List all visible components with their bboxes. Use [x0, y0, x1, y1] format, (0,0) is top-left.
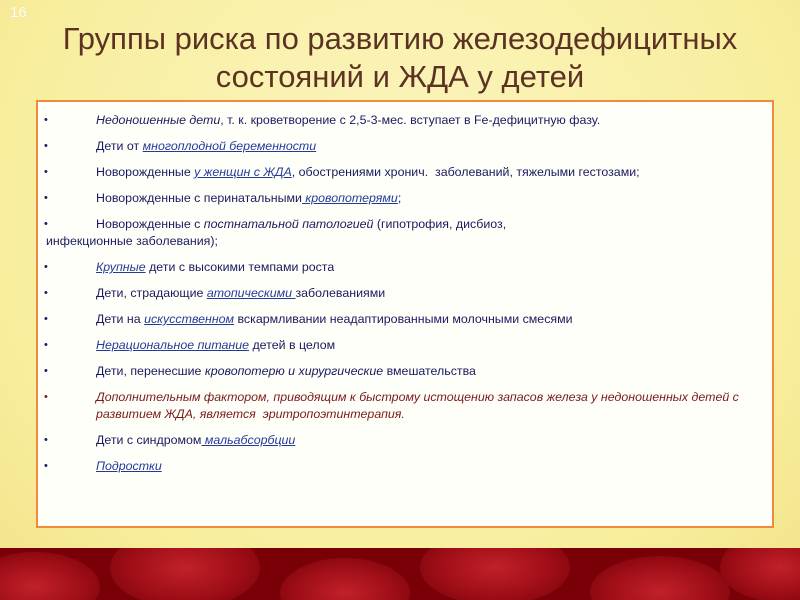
item-text: кровопотерю и хирургические [204, 364, 384, 378]
risk-group-item [38, 311, 772, 328]
item-text: Дети с синдромом [96, 433, 202, 447]
red-blood-cell [110, 548, 260, 600]
item-text: вмешательства [383, 364, 476, 378]
red-blood-cell [280, 558, 410, 600]
bullet-icon: • [44, 218, 48, 230]
title-line-2: состояний и ЖДА у детей [215, 59, 585, 94]
bullet-icon: • [44, 434, 48, 446]
red-blood-cell [420, 548, 570, 600]
risk-group-item [38, 285, 772, 302]
underlined-term: Подростки [96, 459, 162, 473]
bullet-icon: • [44, 114, 48, 126]
item-text: Новорожденные с [96, 217, 204, 231]
risk-group-item [38, 337, 772, 354]
underlined-term: Нерациональное питание [96, 338, 249, 352]
risk-group-item [38, 138, 772, 155]
item-text: дети с высокими темпами роста [145, 260, 335, 274]
bullet-icon: • [44, 192, 48, 204]
bullet-icon: • [44, 140, 48, 152]
risk-groups-list [38, 102, 772, 475]
slide-title [40, 20, 760, 96]
title-line-1: Группы риска по развитию железодефицитных [62, 21, 738, 56]
item-text: (гипотрофия, дисбиоз, [373, 217, 507, 231]
underlined-term: мальабсорбции [201, 433, 296, 447]
item-text: детей в целом [249, 338, 336, 352]
slide-number: 16 [10, 4, 27, 21]
underlined-term: искусственном [144, 312, 235, 326]
bullet-icon: • [44, 287, 48, 299]
item-text: заболеваниями [295, 286, 386, 300]
item-text: постнатальной патологией [203, 217, 374, 231]
bullet-icon: • [44, 339, 48, 351]
risk-group-item [38, 164, 772, 181]
item-text: , обострениями хронич. заболеваний, тяжелыми гестозами; [291, 165, 640, 179]
bullet-icon: • [44, 261, 48, 273]
risk-group-item [38, 389, 772, 423]
item-text: Новорожденные с перинатальными [96, 191, 302, 205]
bullet-icon: • [44, 391, 48, 403]
blood-cells-footer-image [0, 548, 800, 600]
item-text: Недоношенные дети [96, 113, 221, 127]
bullet-icon: • [44, 166, 48, 178]
item-text-continuation: инфекционные заболевания); [46, 234, 218, 248]
item-text: вскармливании неадаптированными молочными смесями [234, 312, 573, 326]
red-blood-cell [590, 556, 730, 600]
item-text: Дети от [96, 139, 143, 153]
underlined-term: атопическими [206, 286, 296, 300]
red-blood-cell [0, 552, 100, 600]
bullet-icon: • [44, 313, 48, 325]
item-text: ; [397, 191, 402, 205]
item-text: Дети, страдающие [96, 286, 207, 300]
underlined-term: Крупные [96, 260, 146, 274]
underlined-term: многоплодной беременности [142, 139, 317, 153]
item-text: Дети, перенесшие [96, 364, 205, 378]
red-blood-cell [720, 548, 800, 600]
risk-group-item [38, 112, 772, 129]
underlined-term: кровопотерями [301, 191, 398, 205]
risk-group-item [38, 432, 772, 449]
bullet-icon: • [44, 460, 48, 472]
bullet-icon: • [44, 365, 48, 377]
risk-group-item [38, 259, 772, 276]
risk-groups-box [36, 100, 774, 528]
item-text: , т. к. кроветворение с 2,5-3-мес. вступает в Fe-дефицитную фазу. [220, 113, 601, 127]
risk-group-item [38, 190, 772, 207]
risk-group-item [38, 458, 772, 475]
item-text: Дополнительным фактором, приводящим к быстрому истощению запасов железа у недоношенных детей с развитием ЖДА, является эритропоэтинтерапия. [96, 390, 743, 421]
item-text: Новорожденные [96, 165, 195, 179]
underlined-term: у женщин с ЖДА [194, 165, 292, 179]
item-text: Дети на [96, 312, 145, 326]
risk-group-item [38, 363, 772, 380]
risk-group-item [38, 216, 772, 250]
